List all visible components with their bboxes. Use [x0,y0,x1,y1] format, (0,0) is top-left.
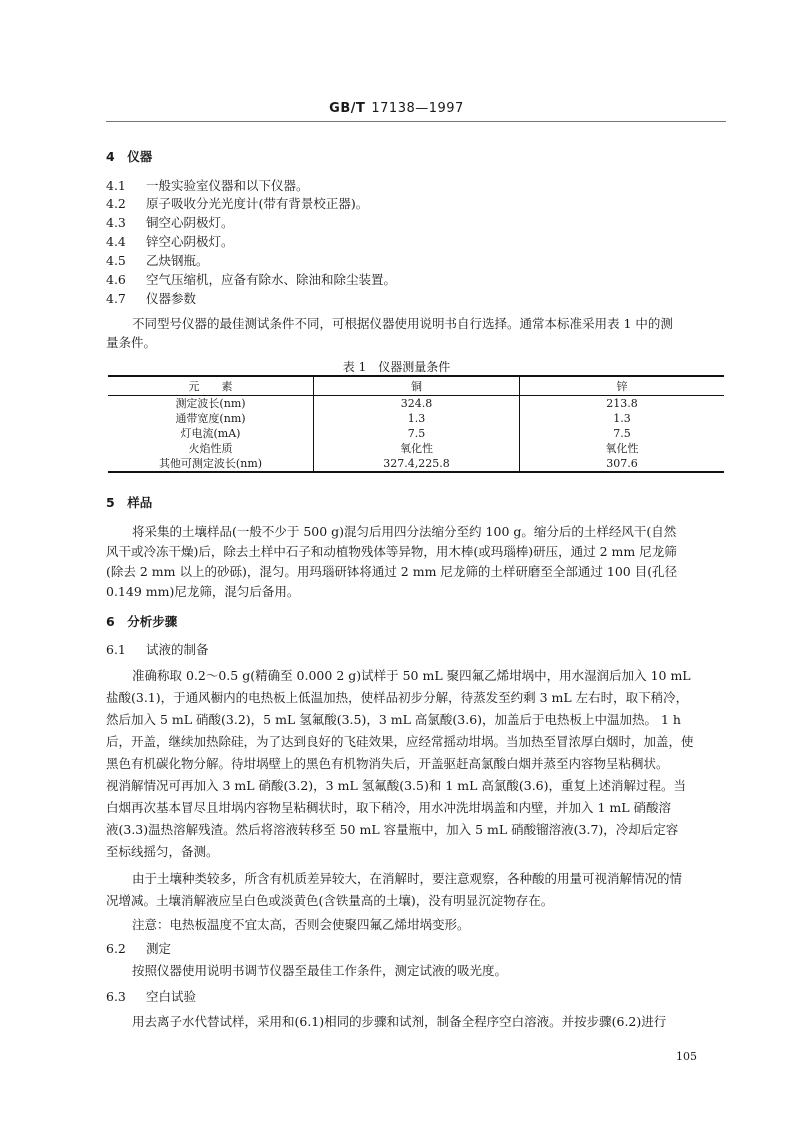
table-cell: 1.3 [613,412,631,425]
table-header-cell: 锌 [520,376,725,396]
item-text: 铜空心阴极灯。 [146,215,234,230]
note-line: 不同型号仪器的最佳测试条件不同，可根据仪器使用说明书自行选择。通常本标准采用表 1 中的测 [132,316,673,331]
paragraph-line: 至标线摇匀，备测。 [106,844,219,859]
item-4-7 [106,290,733,308]
table-cell: 氧化性 [605,442,639,455]
item-text: 锌空心阴极灯。 [146,234,234,249]
paragraph-line: 况增减。土壤消解液应呈白色或淡黄色(含铁量高的土壤)，没有明显沉淀物存在。 [106,893,554,908]
section-6-title: 6 分析步骤 [106,614,178,629]
paragraph-line: (除去 2 mm 以上的砂砾)，混匀。用玛瑙研钵将通过 2 mm 尼龙筛的土样研磨至全部通过 100 目(孔径 [106,564,678,579]
table-cell: 其他可测定波长(nm) [108,456,314,472]
item-text: 仪器参数 [146,291,197,306]
item-number: 4.5 [106,253,126,268]
header-rule [106,121,726,122]
table-header-cell: 铜 [314,376,520,396]
table-cell: 324.8 [314,396,520,412]
table-row [108,396,724,412]
section-5-title: 5 样品 [106,495,153,510]
page-number: 105 [676,1050,697,1063]
item-number: 4.6 [106,272,126,287]
paragraph-line: 准确称取 0.2～0.5 g(精确至 0.000 2 g)试样于 50 mL 聚四氟乙烯坩埚中，用水湿润后加入 10 mL [132,668,691,683]
subsection-6-3-title [106,988,733,1006]
subsection-title: 测定 [146,941,172,956]
subsection-6-2-title [106,940,733,958]
table-row [108,456,724,472]
measurement-table [108,375,724,473]
standard-code: GB/T [329,101,366,116]
paragraph-line: 黑色有机碳化物分解。待坩埚壁上的黑色有机物消失后，开盖驱赶高氯酸白烟并蒸至内容物呈粘稠状。 [106,756,669,771]
item-text: 空气压缩机，应备有除水、除油和除尘装置。 [146,272,397,287]
item-4-1 [106,177,733,195]
paragraph-line: 0.149 mm)尼龙筛，混匀后备用。 [106,584,300,599]
item-number: 4.2 [106,196,126,211]
table-cell: 氧化性 [314,441,520,456]
table-header-cell: 元 素 [108,376,314,396]
table-row [108,411,724,426]
table-cell: 7.5 [613,427,631,440]
table-cell: 327.4,225.8 [314,456,520,472]
item-text: 一般实验室仪器和以下仪器。 [146,178,309,193]
item-4-6 [106,271,733,289]
item-number: 4.7 [106,291,126,306]
paragraph-line: 用去离子水代替试样，采用和(6.1)相同的步骤和试剂，制备全程序空白溶液。并按步骤(6.2)进行 [132,1014,667,1029]
subsection-6-1-title [106,641,733,659]
paragraph-line: 风干或冷冻干燥)后，除去土样中石子和动植物残体等异物，用木棒(或玛瑙棒)研压，通过 2 mm 尼龙筛 [106,544,677,559]
subsection-number: 6.3 [106,989,126,1004]
paragraph-line: 将采集的土壤样品(一般不少于 500 g)混匀后用四分法缩分至约 100 g。缩分后的土样经风干(自然 [132,524,677,539]
item-number: 4.4 [106,234,126,249]
paragraph-line: 后，开盖，继续加热除硅，为了达到良好的飞硅效果，应经常摇动坩埚。当加热至冒浓厚白烟时，加盖，使 [106,734,694,749]
item-text: 原子吸收分光光度计(带有背景校正器)。 [146,196,369,211]
table-cell: 测定波长(nm) [108,396,314,412]
item-4-5 [106,252,733,270]
item-4-4 [106,233,733,251]
item-number: 4.1 [106,178,126,193]
paragraph-line: 盐酸(3.1)，于通风橱内的电热板上低温加热，使样品初步分解，待蒸发至约剩 3 mL 左右时，取下稍冷， [106,690,689,705]
table-title: 表 1 仪器测量条件 [342,360,451,374]
paragraph-line: 视消解情况可再加入 3 mL 硝酸(3.2)，3 mL 氢氟酸(3.5)和 1 mL 高氯酸(3.6)，重复上述消解过程。当 [106,778,687,793]
subsection-title: 试液的制备 [146,642,209,657]
note-line: 量条件。 [106,335,157,350]
item-number: 4.3 [106,215,126,230]
table-row [108,426,724,441]
subsection-title: 空白试验 [146,989,197,1004]
table-cell: 1.3 [314,411,520,426]
paragraph-line: 按照仪器使用说明书调节仪器至最佳工作条件，测定试液的吸光度。 [132,963,508,978]
section-4-title: 4 仪器 [106,149,153,164]
paragraph-line: 由于土壤种类较多，所含有机质差异较大，在消解时，要注意观察，各种酸的用量可视消解情况的情 [132,871,683,886]
item-4-3 [106,214,733,232]
note-text: 注意：电热板温度不宜太高，否则会使聚四氟乙烯坩埚变形。 [132,917,470,932]
paragraph-line: 白烟再次基本冒尽且坩埚内容物呈粘稠状时，取下稍冷，用水冲洗坩埚盖和内壁，并加入 1 mL 硝酸溶 [106,800,672,815]
table-cell: 7.5 [314,426,520,441]
paragraph-line: 然后加入 5 mL 硝酸(3.2)，5 mL 氢氟酸(3.5)，3 mL 高氯酸(3.6)，加盖后于电热板上中温加热。 1 h [106,712,681,727]
table-cell: 307.6 [520,456,725,472]
table-row [108,441,724,456]
table-cell: 213.8 [606,397,638,410]
item-text: 乙炔钢瓶。 [146,253,209,268]
table-cell: 通带宽度(nm) [108,411,314,426]
subsection-number: 6.1 [106,642,126,657]
subsection-number: 6.2 [106,941,126,956]
page-header [0,101,793,116]
table-cell: 火焰性质 [108,441,314,456]
paragraph-line: 液(3.3)温热溶解残渣。然后将溶液转移至 50 mL 容量瓶中，加入 5 mL 硝酸镏溶液(3.7)，冷却后定容 [106,822,679,837]
standard-number: 17138—1997 [371,101,464,116]
item-4-2 [106,195,733,213]
table-cell: 灯电流(mA) [108,426,314,441]
